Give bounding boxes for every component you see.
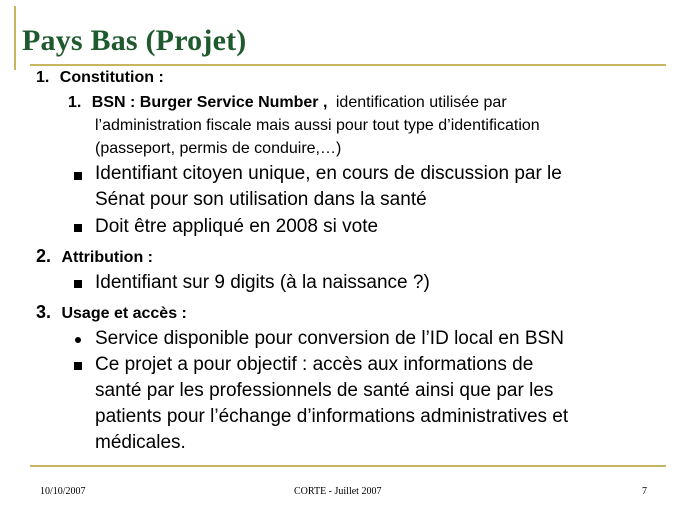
bullet-text: Identifiant citoyen unique, en cours de discussion par le [95, 163, 562, 184]
footer-date: 10/10/2007 [40, 486, 86, 497]
sub-bold-label: BSN : Burger Service Number , [91, 94, 328, 111]
slide-title: Pays Bas (Projet) [22, 24, 247, 57]
bullet-text-cont: santé par les professionnels de santé ainsi que par les [95, 380, 554, 401]
sub-item-bsn [68, 94, 507, 112]
round-bullet-icon [75, 337, 81, 343]
square-bullet-icon [74, 224, 82, 232]
bullet-text: Ce projet a pour objectif : accès aux informations de [95, 354, 534, 375]
sub-item-line2: l’administration fiscale mais aussi pour tout type d’identification [95, 117, 540, 134]
footer-center: CORTE - Juillet 2007 [294, 486, 382, 497]
bullet-text-cont: Sénat pour son utilisation dans la santé [95, 189, 427, 210]
section-number: 3. [36, 302, 52, 322]
square-bullet-icon [74, 362, 82, 370]
bullet-text-cont: médicales. [95, 432, 186, 453]
bullet-text: Service disponible pour conversion de l’ID local en BSN [95, 328, 564, 349]
bullet-text: Identifiant sur 9 digits (à la naissance ?) [95, 272, 430, 293]
sub-item-line3: (passeport, permis de conduire,…) [95, 140, 342, 157]
section-label: Usage et accès : [61, 305, 187, 322]
footer-divider [30, 465, 666, 467]
sub-number: 1. [68, 94, 82, 111]
section-number: 2. [36, 246, 52, 266]
footer-page-number: 7 [642, 486, 647, 497]
bullet-text-cont: patients pour l’échange d’informations administratives et [95, 406, 569, 427]
section-attribution [36, 246, 153, 267]
section-label: Attribution : [61, 249, 153, 266]
section-number: 1. [36, 69, 50, 86]
sub-rest-text: identification utilisée par [335, 94, 507, 111]
section-constitution [36, 69, 164, 87]
section-usage [36, 302, 187, 323]
square-bullet-icon [74, 280, 82, 288]
section-label: Constitution : [59, 69, 164, 86]
square-bullet-icon [74, 172, 82, 180]
bullet-text: Doit être appliqué en 2008 si vote [95, 216, 379, 237]
